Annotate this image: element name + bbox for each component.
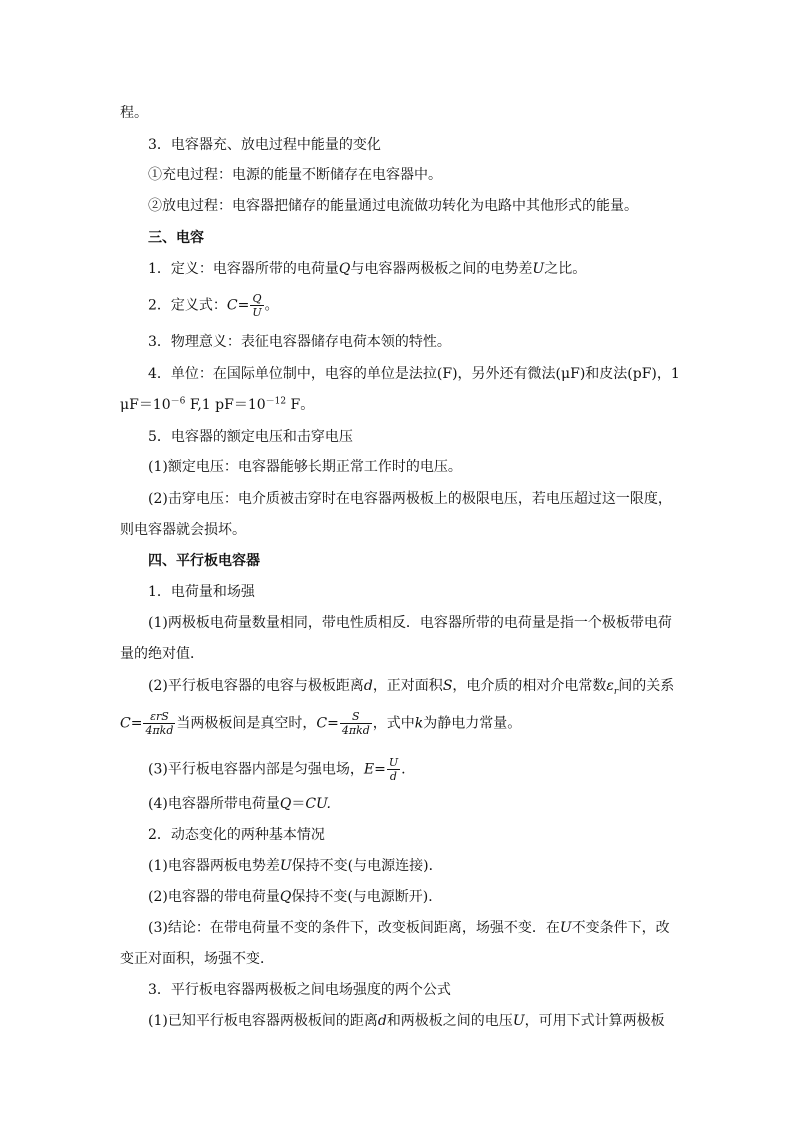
section-heading: 四、平行板电容器 [148, 553, 260, 569]
paragraph-line: 4．单位：在国际单位制中，电容的单位是法拉(F)，另外还有微法(μF)和皮法(pF)，1 [148, 366, 680, 382]
paragraph-line: (2)平行板电容器的电容与极板距离d，正对面积S，电介质的相对介电常数$\varepsilon_r$间的关系 [148, 678, 675, 697]
paragraph-line: 3．物理意义：表征电容器储存电荷本领的特性。 [148, 334, 451, 350]
paragraph-line: ②放电过程：电容器把储存的能量通过电流做功转化为电路中其他形式的能量。 [148, 198, 638, 214]
item-heading: 1．电荷量和场强 [148, 584, 255, 600]
item-heading: 2．动态变化的两种基本情况 [148, 827, 325, 843]
item-heading: 3．平行板电容器两极板之间电场强度的两个公式 [148, 982, 451, 998]
formula-line: (3)平行板电容器内部是匀强电场，E= $\frac{U}{d}$ . [148, 756, 406, 783]
fraction: $\frac{U}{d}$ [388, 756, 399, 783]
paragraph-line: $\mu F=10^{-6}$ F,1 $pF=10^{-12}$ F。 [120, 396, 315, 413]
definition-line: 1．定义：电容器所带的电荷量Q与电容器两极板之间的电势差U之比。 [148, 261, 587, 277]
paragraph-line: 程。 [120, 105, 148, 121]
fraction: $\frac{\text{εrS}}{\text{4πkd}}$ [145, 710, 174, 737]
formula-line: (4)电容器所带电荷量Q＝CU. [148, 796, 332, 812]
paragraph-line: ①充电过程：电源的能量不断储存在电容器中。 [148, 167, 442, 183]
paragraph-line: (2)电容器的带电荷量Q保持不变(与电源断开)． [148, 889, 443, 905]
fraction: $\frac{Q}{U}$ [252, 292, 262, 319]
paragraph-line: (1)两极板电荷量数量相同，带电性质相反．电容器所带的电荷量是指一个极板带电荷 [148, 615, 672, 631]
formula-line: C= $\frac{\text{εrS}}{\text{4πkd}}$ 当两极板间是真空时，C= $\frac{S}{\text{4πkd}}$ ，式中k为静电力常量。 [120, 710, 522, 737]
paragraph-line: (1)电容器两板电势差U保持不变(与电源连接)． [148, 858, 443, 874]
item-heading: 3．电容器充、放电过程中能量的变化 [148, 137, 381, 153]
paragraph-line: (3)结论：在带电荷量不变的条件下，改变板间距离，场强不变．在U不变条件下，改 [148, 920, 670, 936]
paragraph-line: (1)额定电压：电容器能够长期正常工作时的电压。 [148, 459, 462, 475]
paragraph-line: (1)已知平行板电容器两极板间的距离d和两极板之间的电压U，可用下式计算两极板 [148, 1013, 665, 1029]
paragraph-line: 量的绝对值． [120, 646, 204, 662]
formula-line: 2．定义式：C= $\frac{Q}{U}$ 。 [148, 292, 279, 319]
item-heading: 5．电容器的额定电压和击穿电压 [148, 429, 353, 445]
paragraph-line: 变正对面积，场强不变． [120, 951, 274, 967]
paragraph-line: (2)击穿电压：电介质被击穿时在电容器两极板上的极限电压，若电压超过这一限度， [148, 491, 672, 507]
section-heading: 三、电容 [148, 230, 204, 246]
fraction: $\frac{S}{\text{4πkd}}$ [341, 710, 370, 737]
paragraph-line: 则电容器就会损坏。 [120, 522, 246, 538]
